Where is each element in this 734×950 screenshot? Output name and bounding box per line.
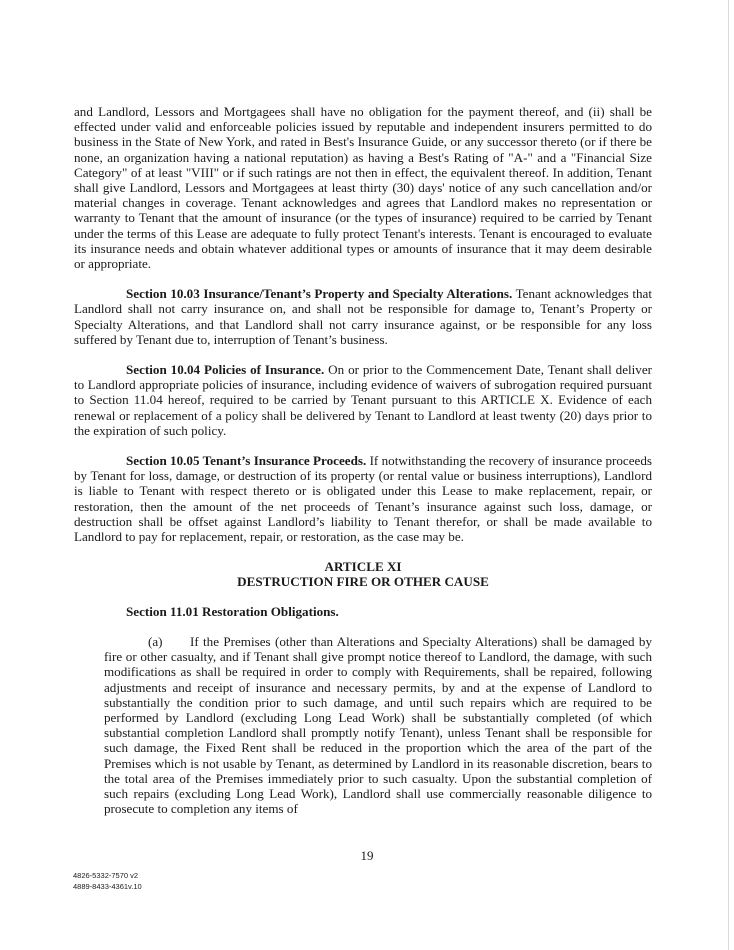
doc-id: 4889-8433-4361v.10 (73, 882, 142, 891)
section-text: If notwithstanding the recovery of insurance proceeds by Tenant for loss, damage, or destruction of its property (or rental value or business interruptions), Landlord is liable to Tenant with respect thereto or is obligated under this Lease to make replacement, repair, or restoration, then the amount of the net proceeds of Tenant’s insurance against such loss, damage, or destruction shall be offset against Landlord’s liability to Tenant therefor, or shall be made available to Landlord to pay for replacement, repair, or restoration, as the case may be. (74, 453, 652, 545)
section-10-03 (74, 286, 652, 347)
document-body (74, 104, 652, 816)
subsection-label: (a) (148, 633, 163, 649)
section-heading: Section 10.03 Insurance/Tenant’s Property and Specialty Alterations. (126, 286, 513, 302)
page-edge-line (728, 0, 729, 950)
subsection-text: If the Premises (other than Alterations and Specialty Alterations) shall be damaged by fire or other casualty, and if Tenant shall give prompt notice thereof to Landlord, the damage, with such modifications as shall be required in order to comply with Requirements, shall be repaired, following adjustments and receipt of insurance and necessary permits, by and at the expense of Landlord to substantially the condition prior to such damage, and until such repairs which are required to be performed by Landlord (excluding Long Lead Work) shall be substantially completed (of which substantial completion Landlord shall promptly notify Tenant), unless Tenant shall be responsible for such damage, the Fixed Rent shall be reduced in the proportion which the area of the part of the Premises which is not usable by Tenant, as determined by Landlord in its reasonable discretion, bears to the total area of the Premises immediately prior to such casualty. Upon the substantial completion of such repairs (excluding Long Lead Work), Landlord shall use commercially reasonable diligence to prosecute to completion any items of (104, 633, 652, 817)
section-heading: Section 10.04 Policies of Insurance. (126, 362, 325, 378)
section-11-01-heading: Section 11.01 Restoration Obligations. (126, 603, 339, 619)
article-number: ARTICLE XI (324, 559, 402, 575)
section-10-04 (74, 362, 652, 438)
subsection-a (74, 634, 652, 816)
section-text: On or prior to the Commencement Date, Tenant shall deliver to Landlord appropriate policies of insurance, including evidence of waivers of subrogation required pursuant to Section 11.04 hereof, required to be carried by Tenant pursuant to this ARTICLE X. Evidence of each renewal or replacement of a policy shall be delivered by Tenant to Landlord at least twenty (20) days prior to the expiration of such policy. (74, 362, 652, 438)
section-heading: Section 10.05 Tenant’s Insurance Proceeds. (126, 453, 367, 469)
doc-id: 4826-5332-7570 v2 (73, 871, 139, 880)
section-text: Tenant acknowledges that Landlord shall not carry insurance on, and shall not be responsible for damage to, Tenant’s Property or Specialty Alterations, and that Landlord shall not carry insurance against, or be responsible for any loss suffered by Tenant due to, interruption of Tenant’s business. (74, 286, 653, 347)
section-10-05 (74, 453, 652, 544)
article-header (74, 559, 652, 589)
paragraph-insurance-continued: and Landlord, Lessors and Mortgagees shall have no obligation for the payment thereof, and (ii) shall be effected under valid and enforceable policies issued by reputable and independent insurers permitted to do business in the State of New York, and rated in Best's Insurance Guide, or any successor thereto (or if there be none, an organization having a national reputation) as having a Best's Rating of "A-" and a "Financial Size Category" of at least "VIII" or if such ratings are not then in effect, the equivalent thereof. In addition, Tenant shall give Landlord, Lessors and Mortgagees at least thirty (30) days' notice of any such cancellation and/or material changes in coverage. Tenant acknowledges and agrees that Landlord makes no representation or warranty to Tenant that the amount of insurance (or the types of insurance) required to be carried by Tenant under the terms of this Lease are adequate to fully protect Tenant's interests. Tenant is encouraged to evaluate its insurance needs and obtain whatever additional types or amounts of insurance that it may deem desirable or appropriate. (74, 104, 652, 272)
page-number: 19 (360, 848, 374, 863)
article-title: DESTRUCTION FIRE OR OTHER CAUSE (237, 574, 489, 590)
document-identifiers (73, 870, 142, 892)
